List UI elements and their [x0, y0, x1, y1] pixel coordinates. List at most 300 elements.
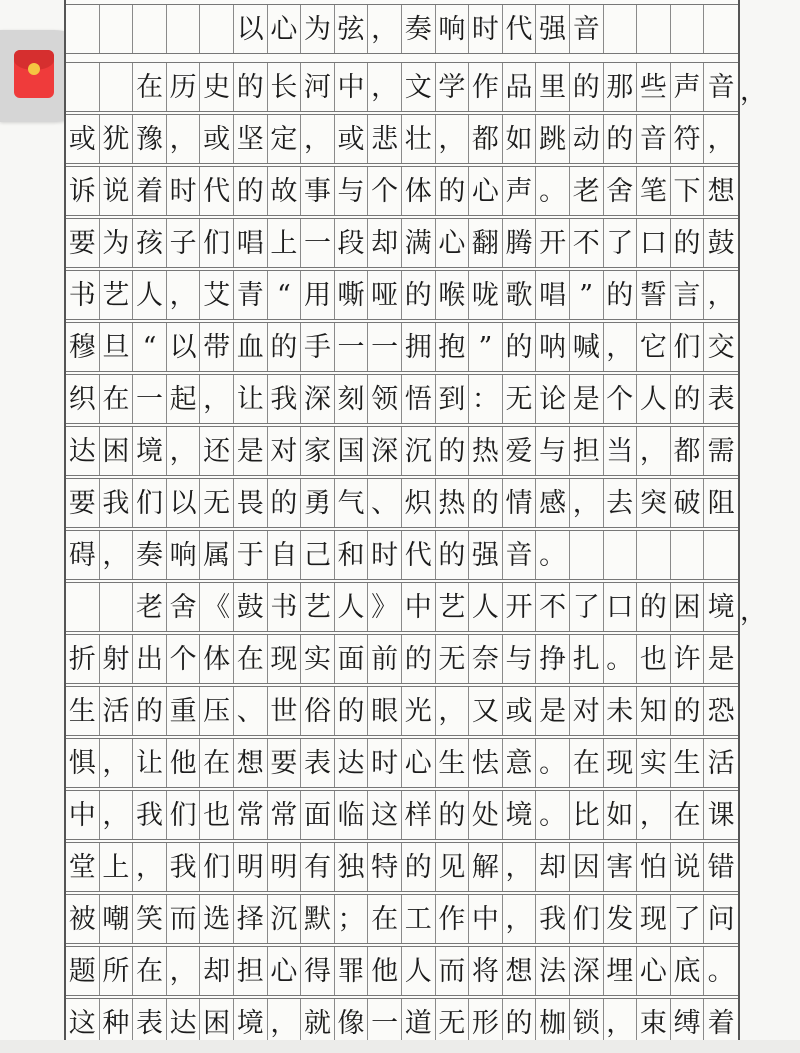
grid-cell: 喊	[570, 323, 604, 371]
grid-cell: 选	[200, 895, 234, 943]
grid-cell: 困	[100, 427, 134, 475]
grid-cell: 奈	[469, 635, 503, 683]
grid-cell: 历	[167, 63, 201, 111]
grid-cell: 的	[637, 583, 671, 631]
grid-cell: 人	[335, 583, 369, 631]
grid-cell: 要	[268, 739, 302, 787]
grid-cell	[100, 583, 134, 631]
grid-cell	[66, 63, 100, 111]
grid-cell: 在	[368, 895, 402, 943]
grid-cell: 我	[536, 895, 570, 943]
grid-cell: 的	[133, 687, 167, 735]
grid-cell: 在	[133, 947, 167, 995]
grid-cell: 了	[570, 583, 604, 631]
grid-cell	[100, 5, 134, 53]
grid-cell: 样	[402, 791, 436, 839]
grid-cell: 与	[536, 427, 570, 475]
grid-cell: 想	[503, 947, 537, 995]
grid-cell: 挣	[536, 635, 570, 683]
grid-cell: 书	[268, 583, 302, 631]
grid-cell: 们	[200, 219, 234, 267]
grid-cell: 畏	[234, 479, 268, 527]
grid-cell: 笔	[637, 167, 671, 215]
grid-cell: 作	[436, 895, 470, 943]
envelope-coin	[28, 63, 40, 75]
grid-cell: 开	[503, 583, 537, 631]
grid-row	[66, 114, 738, 164]
grid-cell: 在	[234, 635, 268, 683]
grid-cell: 。	[536, 531, 570, 579]
grid-cell: 的	[234, 63, 268, 111]
grid-cell: 跳	[536, 115, 570, 163]
grid-cell: 错	[707, 851, 735, 883]
grid-cell: 自	[268, 531, 302, 579]
grid-cell: 的	[671, 687, 705, 735]
grid-cell: 人	[637, 375, 671, 423]
grid-cell: 让	[234, 375, 268, 423]
grid-cell: 为	[100, 219, 134, 267]
grid-cell: 也	[637, 635, 671, 683]
grid-cell: 们	[570, 895, 604, 943]
title-row	[66, 4, 738, 54]
grid-cell: 呐	[536, 323, 570, 371]
grid-cell: 音	[637, 115, 671, 163]
grid-cell: 工	[402, 895, 436, 943]
grid-cell: 达	[167, 999, 201, 1047]
grid-cell: 事	[301, 167, 335, 215]
grid-cell: 与	[335, 167, 369, 215]
grid-cell: 个	[167, 635, 201, 683]
grid-cell: 世	[268, 687, 302, 735]
grid-cell: 品	[503, 63, 537, 111]
grid-cell: 或	[503, 687, 537, 735]
grid-cell: 俗	[301, 687, 335, 735]
grid-cell: 却	[368, 219, 402, 267]
grid-cell: 以	[167, 323, 201, 371]
grid-cell: 却	[200, 947, 234, 995]
grid-cell: 属	[200, 531, 234, 579]
grid-cell	[66, 5, 100, 53]
grid-cell: 形	[469, 999, 503, 1047]
grid-cell	[66, 583, 100, 631]
grid-cell: 择	[234, 895, 268, 943]
grid-cell: 中	[469, 895, 503, 943]
grid-cell: 强	[469, 531, 503, 579]
grid-cell: 旦	[100, 323, 134, 371]
grid-cell: 《	[200, 583, 234, 631]
grid-cell	[704, 531, 738, 579]
grid-cell: ，	[368, 63, 402, 111]
grid-cell: 这	[66, 999, 100, 1047]
grid-cell: 表	[133, 999, 167, 1047]
grid-cell: ，	[503, 843, 537, 891]
grid-cell: 锁	[570, 999, 604, 1047]
grid-cell: 压	[200, 687, 234, 735]
grid-row	[66, 634, 738, 684]
grid-cell: 嘶	[335, 271, 369, 319]
grid-cell: 问	[707, 903, 735, 935]
grid-cell: 满	[402, 219, 436, 267]
grid-cell: 如	[604, 791, 638, 839]
grid-cell: 里	[536, 63, 570, 111]
grid-cell: 口	[604, 583, 638, 631]
grid-cell: 射	[100, 635, 134, 683]
grid-cell: 声	[671, 63, 705, 111]
grid-cell: 实	[637, 739, 671, 787]
grid-cell: 生	[436, 739, 470, 787]
grid-cell: 老	[133, 583, 167, 631]
grid-cell: 或	[200, 115, 234, 163]
grid-cell: 个	[368, 167, 402, 215]
grid-cell: 无	[436, 635, 470, 683]
grid-cell: 得	[301, 947, 335, 995]
grid-cell: 鼓	[234, 583, 268, 631]
grid-cell: ，	[707, 279, 735, 311]
grid-cell: 起	[167, 375, 201, 423]
grid-cell: 说	[100, 167, 134, 215]
grid-cell: 枷	[536, 999, 570, 1047]
grid-cell: 和	[335, 531, 369, 579]
grid-cell: 歌	[503, 271, 537, 319]
grid-cell: 的	[402, 843, 436, 891]
grid-cell: 许	[671, 635, 705, 683]
grid-cell: 心	[637, 947, 671, 995]
grid-cell: ，	[707, 123, 735, 155]
grid-cell: 怯	[469, 739, 503, 787]
grid-cell	[704, 5, 738, 53]
grid-cell: ”	[469, 323, 503, 371]
grid-cell: 堂	[66, 843, 100, 891]
grid-cell: 达	[66, 427, 100, 475]
grid-row	[66, 686, 738, 736]
grid-cell: 境	[503, 791, 537, 839]
grid-cell: 人	[469, 583, 503, 631]
grid-cell: 心	[268, 947, 302, 995]
grid-cell: 的	[436, 791, 470, 839]
grid-cell: 穆	[66, 323, 100, 371]
grid-cell: 是	[234, 427, 268, 475]
grid-row	[66, 374, 738, 424]
grid-cell: 感	[536, 479, 570, 527]
grid-cell: 艺	[100, 271, 134, 319]
grid-cell: 舍	[167, 583, 201, 631]
grid-cell: 以	[234, 5, 268, 53]
grid-cell: ，	[167, 427, 201, 475]
grid-cell: 符	[671, 115, 705, 163]
grid-cell: 实	[301, 635, 335, 683]
grid-cell: 我	[100, 479, 134, 527]
grid-cell: 》	[368, 583, 402, 631]
grid-cell: 抱	[436, 323, 470, 371]
grid-cell: 道	[402, 999, 436, 1047]
grid-cell: 代	[402, 531, 436, 579]
grid-cell: 特	[368, 843, 402, 891]
grid-cell: 河	[301, 63, 335, 111]
grid-cell: 了	[671, 895, 705, 943]
grid-row	[66, 790, 738, 840]
grid-cell: 开	[536, 219, 570, 267]
grid-cell: 扎	[570, 635, 604, 683]
grid-cell: 作	[469, 63, 503, 111]
grid-cell: 课	[707, 799, 735, 831]
grid-cell: 是	[707, 643, 735, 675]
grid-cell	[200, 5, 234, 53]
grid-cell: 在	[200, 739, 234, 787]
grid-cell: 。	[536, 739, 570, 787]
grid-cell: ，	[167, 271, 201, 319]
grid-cell: 领	[368, 375, 402, 423]
grid-cell: 那	[604, 63, 638, 111]
grid-cell: 境	[707, 591, 735, 623]
essay-grid-paper	[64, 0, 740, 1040]
grid-cell: 声	[503, 167, 537, 215]
grid-cell: 的	[268, 323, 302, 371]
grid-cell: 故	[268, 167, 302, 215]
grid-cell: 交	[707, 331, 735, 363]
grid-cell: 们	[671, 323, 705, 371]
grid-cell: 、	[234, 687, 268, 735]
grid-cell: 对	[570, 687, 604, 735]
grid-cell: 的	[604, 115, 638, 163]
grid-cell: 的	[503, 999, 537, 1047]
grid-cell: 誓	[637, 271, 671, 319]
grid-cell: 现	[268, 635, 302, 683]
grid-row	[66, 270, 738, 320]
overflow-punctuation: ，	[740, 76, 767, 107]
grid-cell: 临	[335, 791, 369, 839]
grid-cell: 刻	[335, 375, 369, 423]
grid-cell: 意	[503, 739, 537, 787]
grid-cell: 爱	[503, 427, 537, 475]
grid-cell: 们	[200, 843, 234, 891]
grid-cell: 罪	[335, 947, 369, 995]
grid-cell: 却	[536, 843, 570, 891]
grid-cell: 在	[133, 63, 167, 111]
grid-cell: “	[133, 323, 167, 371]
grid-cell: 是	[536, 687, 570, 735]
grid-cell: ，	[268, 999, 302, 1047]
grid-cell: 知	[637, 687, 671, 735]
grid-cell: 他	[167, 739, 201, 787]
grid-cell: 哑	[368, 271, 402, 319]
grid-cell: 了	[604, 219, 638, 267]
grid-cell: 老	[570, 167, 604, 215]
grid-cell: “	[268, 271, 302, 319]
grid-cell: 中	[335, 63, 369, 111]
grid-cell: 阻	[707, 487, 735, 519]
grid-cell: 默	[301, 895, 335, 943]
grid-cell: 都	[469, 115, 503, 163]
grid-cell	[167, 5, 201, 53]
grid-cell: 着	[707, 1007, 735, 1039]
grid-cell: 还	[200, 427, 234, 475]
grid-cell: 家	[301, 427, 335, 475]
grid-cell: 达	[335, 739, 369, 787]
grid-cell: 论	[536, 375, 570, 423]
grid-cell: 炽	[402, 479, 436, 527]
grid-cell: 无	[503, 375, 537, 423]
grid-cell: 唱	[234, 219, 268, 267]
grid-cell: 。	[604, 635, 638, 683]
grid-cell: 他	[368, 947, 402, 995]
grid-cell: 体	[402, 167, 436, 215]
grid-cell: 在	[570, 739, 604, 787]
grid-cell: 织	[66, 375, 100, 423]
grid-cell: 的	[436, 167, 470, 215]
grid-cell: 在	[671, 791, 705, 839]
grid-row	[66, 946, 738, 996]
grid-cell: 活	[707, 747, 735, 779]
grid-cell: 一	[368, 999, 402, 1047]
grid-cell: ：	[469, 375, 503, 423]
grid-cell: 对	[268, 427, 302, 475]
grid-row	[66, 322, 738, 372]
grid-cell: 要	[66, 479, 100, 527]
grid-cell: ，	[133, 843, 167, 891]
grid-cell: 破	[671, 479, 705, 527]
grid-cell: 热	[436, 479, 470, 527]
grid-cell: 处	[469, 791, 503, 839]
grid-cell: 心	[436, 219, 470, 267]
grid-cell	[637, 5, 671, 53]
grid-cell: 手	[301, 323, 335, 371]
grid-cell: 有	[301, 843, 335, 891]
grid-cell: 种	[100, 999, 134, 1047]
grid-cell: 也	[200, 791, 234, 839]
grid-cell: 或	[66, 115, 100, 163]
grid-cell: 光	[402, 687, 436, 735]
grid-row	[66, 166, 738, 216]
grid-cell: 热	[469, 427, 503, 475]
grid-cell: 要	[66, 219, 100, 267]
grid-cell: ，	[503, 895, 537, 943]
grid-cell: 动	[570, 115, 604, 163]
grid-cell: 想	[234, 739, 268, 787]
grid-cell: 困	[671, 583, 705, 631]
grid-cell: 心	[469, 167, 503, 215]
grid-cell: 面	[301, 791, 335, 839]
grid-cell: 着	[133, 167, 167, 215]
grid-cell: 独	[335, 843, 369, 891]
grid-cell: 于	[234, 531, 268, 579]
grid-cell: 笑	[133, 895, 167, 943]
grid-cell: 我	[268, 375, 302, 423]
grid-cell: 己	[301, 531, 335, 579]
grid-cell: 沉	[268, 895, 302, 943]
grid-cell: 下	[671, 167, 705, 215]
grid-cell: 一	[335, 323, 369, 371]
grid-cell	[100, 63, 134, 111]
grid-cell: 体	[200, 635, 234, 683]
grid-cell: 翻	[469, 219, 503, 267]
grid-cell: 底	[671, 947, 705, 995]
grid-cell: 勇	[301, 479, 335, 527]
grid-cell: 人	[133, 271, 167, 319]
grid-cell: ，	[604, 323, 638, 371]
grid-cell: ，	[436, 115, 470, 163]
grid-row	[66, 218, 738, 268]
grid-cell	[671, 531, 705, 579]
grid-cell: 心	[268, 5, 302, 53]
grid-cell: 到	[436, 375, 470, 423]
grid-cell: 艾	[200, 271, 234, 319]
grid-cell: 悟	[402, 375, 436, 423]
grid-cell: 的	[671, 375, 705, 423]
grid-cell: ，	[301, 115, 335, 163]
grid-cell: 强	[536, 5, 570, 53]
grid-cell: 以	[167, 479, 201, 527]
grid-cell: 惧	[66, 739, 100, 787]
grid-cell: 现	[604, 739, 638, 787]
grid-cell: 定	[268, 115, 302, 163]
grid-cell: 的	[503, 323, 537, 371]
grid-cell: 青	[234, 271, 268, 319]
grid-cell: 它	[637, 323, 671, 371]
grid-cell: 奏	[133, 531, 167, 579]
page-bottom-edge	[0, 1040, 800, 1053]
grid-cell: 个	[604, 375, 638, 423]
grid-cell: 将	[469, 947, 503, 995]
grid-cell: 困	[200, 999, 234, 1047]
grid-cell: 舍	[604, 167, 638, 215]
grid-cell: 我	[133, 791, 167, 839]
grid-cell: 而	[167, 895, 201, 943]
red-envelope-icon[interactable]	[14, 50, 54, 98]
grid-cell: 犹	[100, 115, 134, 163]
grid-cell: 史	[200, 63, 234, 111]
grid-cell: 孩	[133, 219, 167, 267]
grid-cell: 现	[637, 895, 671, 943]
grid-cell: 发	[604, 895, 638, 943]
grid-cell: ，	[368, 5, 402, 53]
grid-cell: 法	[536, 947, 570, 995]
grid-cell: 的	[402, 635, 436, 683]
grid-cell: 一	[368, 323, 402, 371]
grid-cell: 音	[503, 531, 537, 579]
grid-cell: 恐	[707, 695, 735, 727]
grid-cell: 深	[368, 427, 402, 475]
grid-cell: 带	[200, 323, 234, 371]
grid-cell: 去	[604, 479, 638, 527]
grid-cell	[133, 5, 167, 53]
grid-row	[66, 738, 738, 788]
grid-cell: 的	[402, 271, 436, 319]
grid-cell: 不	[536, 583, 570, 631]
grid-cell: 解	[469, 843, 503, 891]
grid-cell: 缚	[671, 999, 705, 1047]
grid-cell: 都	[671, 427, 705, 475]
grid-row	[66, 426, 738, 476]
grid-cell: 段	[335, 219, 369, 267]
grid-cell: 或	[335, 115, 369, 163]
grid-cell: 活	[100, 687, 134, 735]
grid-row	[66, 582, 738, 632]
grid-cell: 需	[707, 435, 735, 467]
grid-cell	[671, 5, 705, 53]
grid-cell: 明	[268, 843, 302, 891]
grid-cell: 喉	[436, 271, 470, 319]
grid-cell: 的	[335, 687, 369, 735]
grid-cell: 又	[469, 687, 503, 735]
grid-row	[66, 478, 738, 528]
grid-cell: 见	[436, 843, 470, 891]
grid-cell: 唱	[536, 271, 570, 319]
grid-cell: 鼓	[707, 227, 735, 259]
grid-cell: 艺	[436, 583, 470, 631]
grid-cell	[604, 531, 638, 579]
overflow-punctuation: ，	[740, 596, 767, 627]
grid-cell: 境	[234, 999, 268, 1047]
